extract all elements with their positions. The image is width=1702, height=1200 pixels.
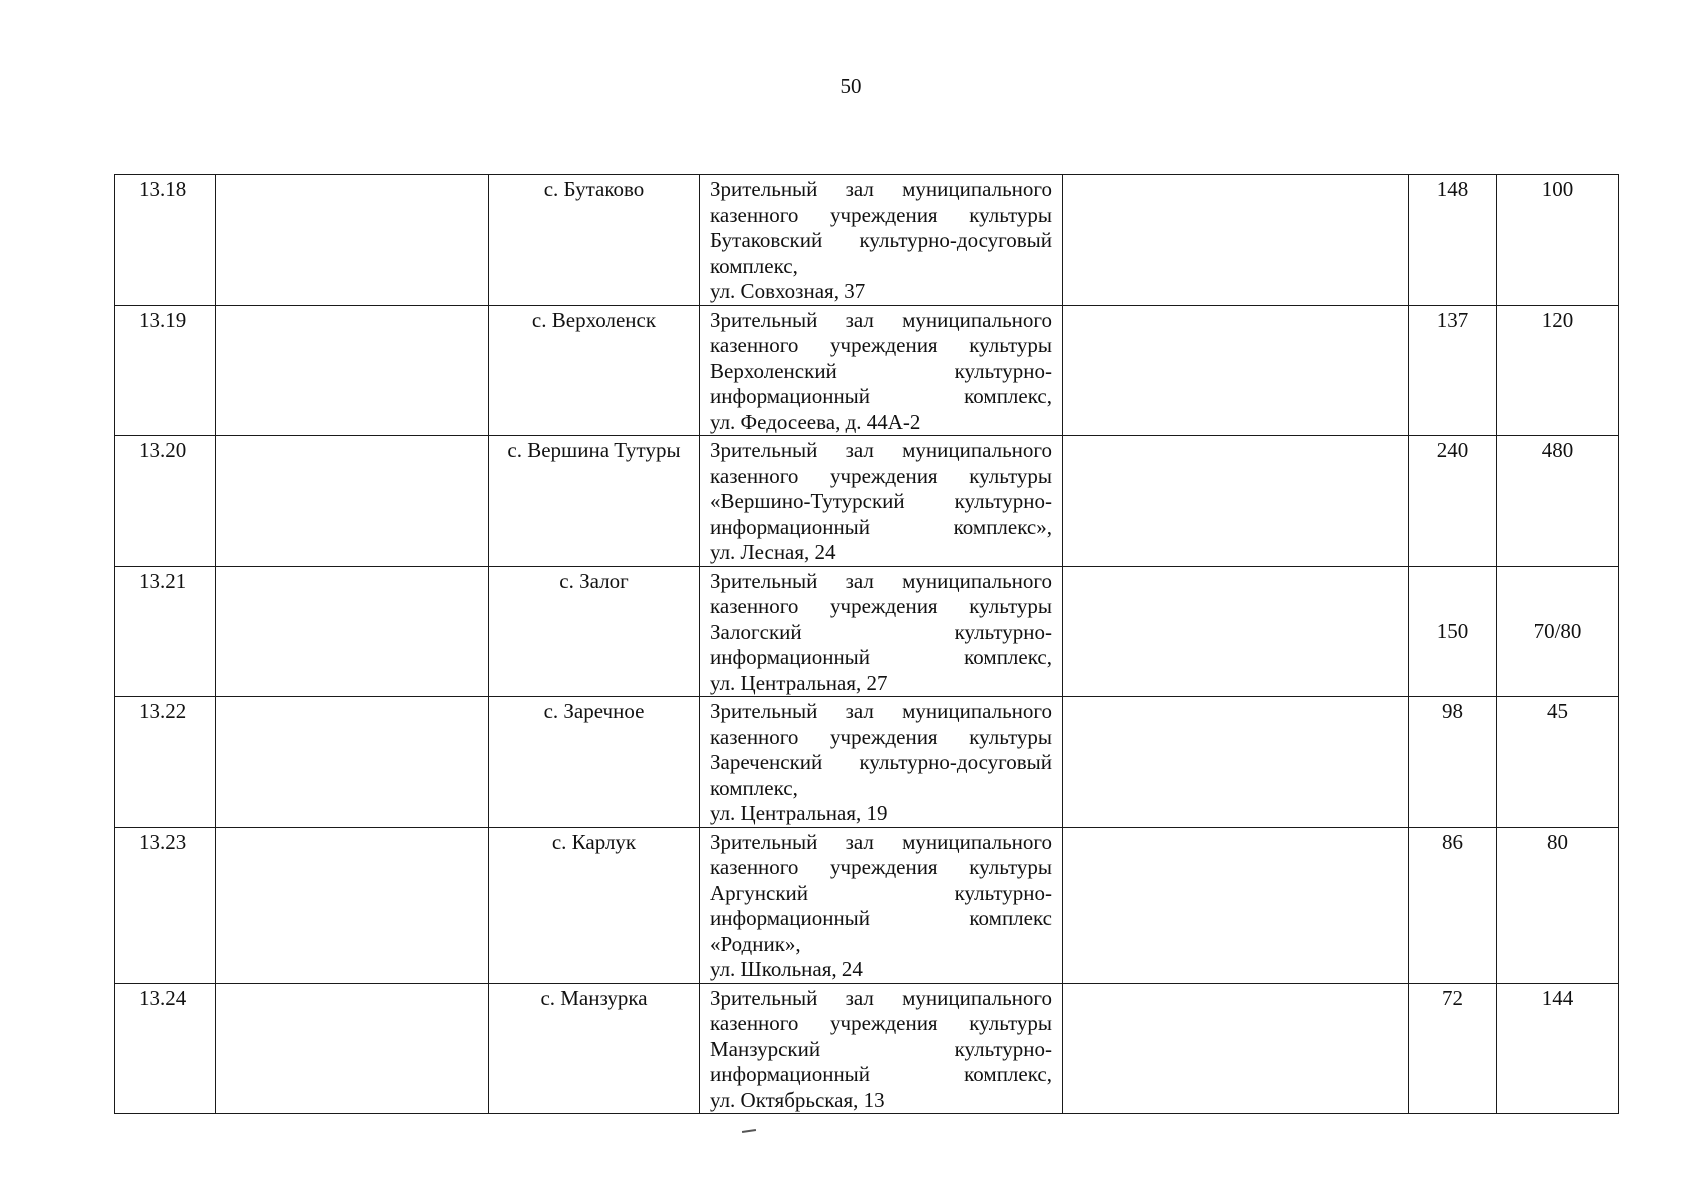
value-column-1: 150 — [1409, 566, 1497, 697]
venues-table — [114, 174, 1619, 1114]
table-row — [115, 827, 1619, 983]
table-row — [115, 983, 1619, 1114]
venue-address: ул. Школьная, 24 — [710, 957, 863, 981]
venue-address: ул. Совхозная, 37 — [710, 279, 866, 303]
value-column-2: 70/80 — [1497, 566, 1619, 697]
row-number: 13.24 — [115, 983, 216, 1114]
venue-description-text: Зрительный зал муниципального казенного учреждения культуры Залогский культурно-информационный комплекс, — [710, 568, 1052, 669]
venue-description-text: Зрительный зал муниципального казенного учреждения культуры Манзурский культурно-информационный комплекс, — [710, 985, 1052, 1086]
venue-description — [700, 566, 1063, 697]
venue-address: ул. Лесная, 24 — [710, 540, 836, 564]
value-column-1: 148 — [1409, 175, 1497, 306]
row-number: 13.20 — [115, 436, 216, 567]
scan-mark — [742, 1129, 756, 1133]
settlement-name: с. Вершина Тутуры — [489, 436, 700, 567]
settlement-name: с. Карлук — [489, 827, 700, 983]
venue-description — [700, 983, 1063, 1114]
venue-description-text: Зрительный зал муниципального казенного учреждения культуры Верхоленский культурно-информационный комплекс, — [710, 307, 1052, 408]
venue-address: ул. Федосеева, д. 44А-2 — [710, 409, 921, 434]
value-column-2: 100 — [1497, 175, 1619, 306]
value-column-2: 45 — [1497, 697, 1619, 828]
venue-address: ул. Центральная, 27 — [710, 670, 888, 695]
venue-description — [700, 175, 1063, 306]
row-number: 13.21 — [115, 566, 216, 697]
row-number: 13.19 — [115, 305, 216, 436]
table-row — [115, 697, 1619, 828]
empty-cell — [1063, 827, 1409, 983]
value-column-1: 98 — [1409, 697, 1497, 828]
value-column-2: 144 — [1497, 983, 1619, 1114]
venue-description — [700, 697, 1063, 828]
empty-cell — [1063, 697, 1409, 828]
table-row — [115, 436, 1619, 567]
venue-description — [700, 827, 1063, 983]
venue-address: ул. Октябрьская, 13 — [710, 1087, 885, 1112]
venue-description-text: Зрительный зал муниципального казенного учреждения культуры «Вершино-Тутурский культурно-информационный комплекс», — [710, 438, 1052, 539]
settlement-name: с. Манзурка — [489, 983, 700, 1114]
table-row — [115, 566, 1619, 697]
row-number: 13.18 — [115, 175, 216, 306]
table-row — [115, 175, 1619, 306]
value-column-1: 86 — [1409, 827, 1497, 983]
empty-cell — [1063, 436, 1409, 567]
table-row — [115, 305, 1619, 436]
value-column-1: 137 — [1409, 305, 1497, 436]
value-column-1: 72 — [1409, 983, 1497, 1114]
value-column-2: 120 — [1497, 305, 1619, 436]
value-column-2: 480 — [1497, 436, 1619, 567]
settlement-name: с. Залог — [489, 566, 700, 697]
empty-cell — [216, 566, 489, 697]
venue-description-text: Зрительный зал муниципального казенного учреждения культуры Зареченский культурно-досуговый комплекс, — [710, 699, 1052, 800]
row-number: 13.22 — [115, 697, 216, 828]
empty-cell — [216, 175, 489, 306]
value-column-2: 80 — [1497, 827, 1619, 983]
empty-cell — [216, 983, 489, 1114]
settlement-name: с. Верхоленск — [489, 305, 700, 436]
empty-cell — [1063, 566, 1409, 697]
empty-cell — [216, 827, 489, 983]
empty-cell — [216, 697, 489, 828]
settlement-name: с. Заречное — [489, 697, 700, 828]
empty-cell — [1063, 983, 1409, 1114]
venue-description — [700, 436, 1063, 567]
venue-address: ул. Центральная, 19 — [710, 801, 888, 825]
empty-cell — [1063, 305, 1409, 436]
venue-description-text: Зрительный зал муниципального казенного учреждения культуры Бутаковский культурно-досуговый комплекс, — [710, 177, 1052, 278]
settlement-name: с. Бутаково — [489, 175, 700, 306]
value-column-1: 240 — [1409, 436, 1497, 567]
row-number: 13.23 — [115, 827, 216, 983]
empty-cell — [216, 436, 489, 567]
empty-cell — [216, 305, 489, 436]
page-number: 50 — [840, 74, 862, 98]
venue-description-text: Зрительный зал муниципального казенного учреждения культуры Аргунский культурно-информационный комплекс «Родник», — [710, 829, 1052, 956]
venue-description — [700, 305, 1063, 436]
empty-cell — [1063, 175, 1409, 306]
